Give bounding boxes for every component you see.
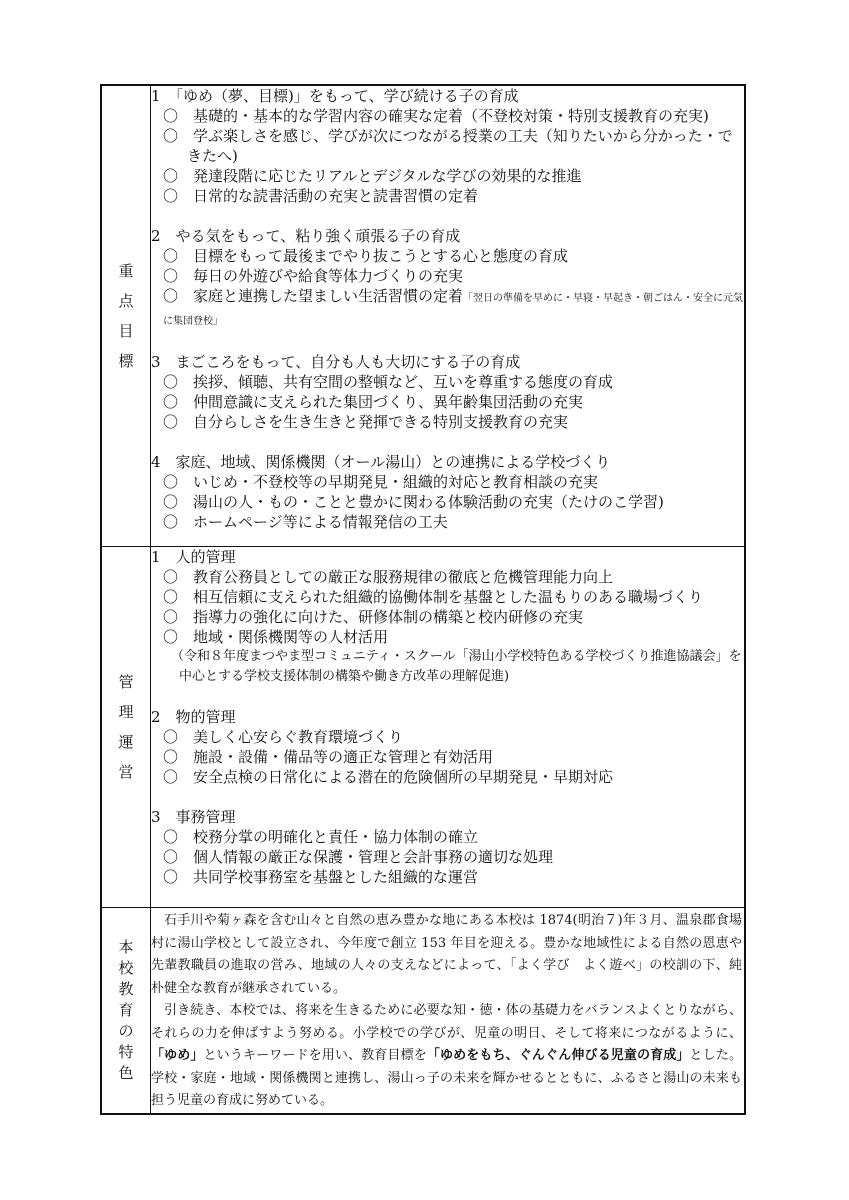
management-3-item: 〇 個人情報の厳正な保護・管理と会計事務の適切な処理: [163, 848, 554, 866]
goal-1-item: 〇 学ぶ楽しさを感じ、学びが次につながる授業の工夫（知りたいから分かった・できたへ): [163, 127, 733, 165]
management-1-item: 〇 相互信頼に支えられた組織的協働体制を基盤とした温もりのある職場づくり: [163, 588, 704, 606]
goal-3-item: 〇 仲間意識に支えられた集団づくり、異年齢集団活動の充実: [163, 393, 584, 411]
management-content: [151, 547, 746, 908]
management-1-note: （令和８年度まつやま型コミュニティ・スクール「湯山小学校特色ある学校づくり推進協議会」を中心とする学校支援体制の構築や働き方改革の理解促進): [171, 649, 742, 684]
management-1-title: 1 人的管理: [151, 548, 236, 566]
features-row: [101, 908, 745, 1114]
management-3-item: 〇 校務分掌の明確化と責任・協力体制の確立: [163, 828, 479, 846]
goal-3-title: 3 まごころをもって、自分も人も大切にする子の育成: [151, 353, 521, 371]
goal-4-item: 〇 湯山の人・もの・ことと豊かに関わる体験活動の充実（たけのこ学習): [163, 493, 664, 511]
goal-2-item-text: 〇 家庭と連携した望ましい生活習慣の定着: [163, 287, 464, 305]
goal-2-title: 2 やる気をもって、粘り強く頑張る子の育成: [151, 227, 461, 245]
goals-row: [101, 85, 745, 547]
goal-1-item: 〇 基礎的・基本的な学習内容の確実な定着（不登校対策・特別支援教育の充実): [163, 107, 709, 125]
management-2-item: 〇 美しく心安らぐ教育環境づくり: [163, 728, 404, 746]
management-3-title: 3 事務管理: [151, 808, 236, 826]
management-1-item: 〇 指導力の強化に向けた、研修体制の構築と校内研修の充実: [163, 608, 584, 626]
school-plan-table: [100, 84, 746, 1115]
goal-4-title: 4 家庭、地域、関係機関（オール湯山）との連携による学校づくり: [151, 453, 611, 471]
features-label-cell: [101, 908, 151, 1114]
education-goal: 「ゆめをもち、ぐんぐん伸びる児童の育成」: [426, 1048, 690, 1063]
keyword-yume: 「ゆめ」: [151, 1048, 204, 1063]
goal-2-item: 〇 目標をもって最後までやり抜こうとする心と態度の育成: [163, 247, 569, 265]
goal-2-item: 〇 毎日の外遊びや給食等体力づくりの充実: [163, 267, 464, 285]
management-2-title: 2 物的管理: [151, 708, 236, 726]
management-label: 管 理 運 営: [118, 672, 134, 781]
goal-3-item: 〇 挨拶、傾聴、共有空間の整頓など、互いを尊重する態度の育成: [163, 373, 614, 391]
goal-1-item: 〇 日常的な読書活動の充実と読書習慣の定着: [163, 187, 479, 205]
goal-4-item: 〇 ホームページ等による情報発信の工夫: [163, 513, 448, 531]
management-1-item: 〇 地域・関係機関等の人材活用: [163, 628, 389, 646]
features-paragraph-2: 引き続き、本校では、将来を生きるために必要な知・徳・体の基礎力をバランスよくとりながら、それらの力を伸ばすよう努める。小学校での学びが、児童の明日、そして将来につながるように、「ゆめ」というキーワードを用い、教育目標を「ゆめをもち、ぐんぐん伸びる児童の育成」とした。学校・家庭・地域・関係機関と連携し、湯山っ子の未来を輝かせるとともに、ふるさと湯山の未来も担う児童の育成に努めている。: [151, 1003, 742, 1108]
goal-2-item-note: 「翌日の準備を早めに・早寝・早起き・朝ごはん・安全に元気に集団登校」: [163, 293, 744, 327]
features-label: 本 校 教 育 の 特 色: [118, 937, 134, 1082]
goals-label: 重 点 目 標: [118, 261, 134, 370]
management-2-item: 〇 安全点検の日常化による潜在的危険個所の早期発見・早期対応: [163, 768, 614, 786]
goal-4-item: 〇 いじめ・不登校等の早期発見・組織的対応と教育相談の充実: [163, 473, 599, 491]
features-paragraph-1: 石手川や菊ヶ森を含む山々と自然の恵み豊かな地にある本校は 1874(明治７)年３月、温泉郡食場村に湯山学校として設立され、今年度で創立 153 年目を迎える。豊かな地域性による自然の恩恵や先輩教職員の進取の営み、地域の人々の支えなどによって、「よく学び よく遊べ」の校訓の下、純朴健全な教育が継承されている。: [151, 913, 742, 996]
management-label-cell: [101, 547, 151, 908]
management-1-item: 〇 教育公務員としての厳正な服務規律の徹底と危機管理能力向上: [163, 568, 614, 586]
management-3-item: 〇 共同学校事務室を基盤とした組織的な運営: [163, 868, 479, 886]
management-2-item: 〇 施設・設備・備品等の適正な管理と有効活用: [163, 748, 494, 766]
goal-2-item: [151, 286, 744, 332]
features-content: [151, 908, 746, 1114]
goal-3-item: 〇 自分らしさを生き生きと発揮できる特別支援教育の充実: [163, 413, 569, 431]
goal-1-title: 1 「ゆめ（夢、目標)」をもって、学び続ける子の育成: [151, 87, 519, 105]
goal-1-item: 〇 発達段階に応じたリアルとデジタルな学びの効果的な推進: [163, 167, 582, 185]
management-row: [101, 547, 745, 908]
goals-label-cell: [101, 85, 151, 547]
goals-content: [151, 85, 746, 547]
